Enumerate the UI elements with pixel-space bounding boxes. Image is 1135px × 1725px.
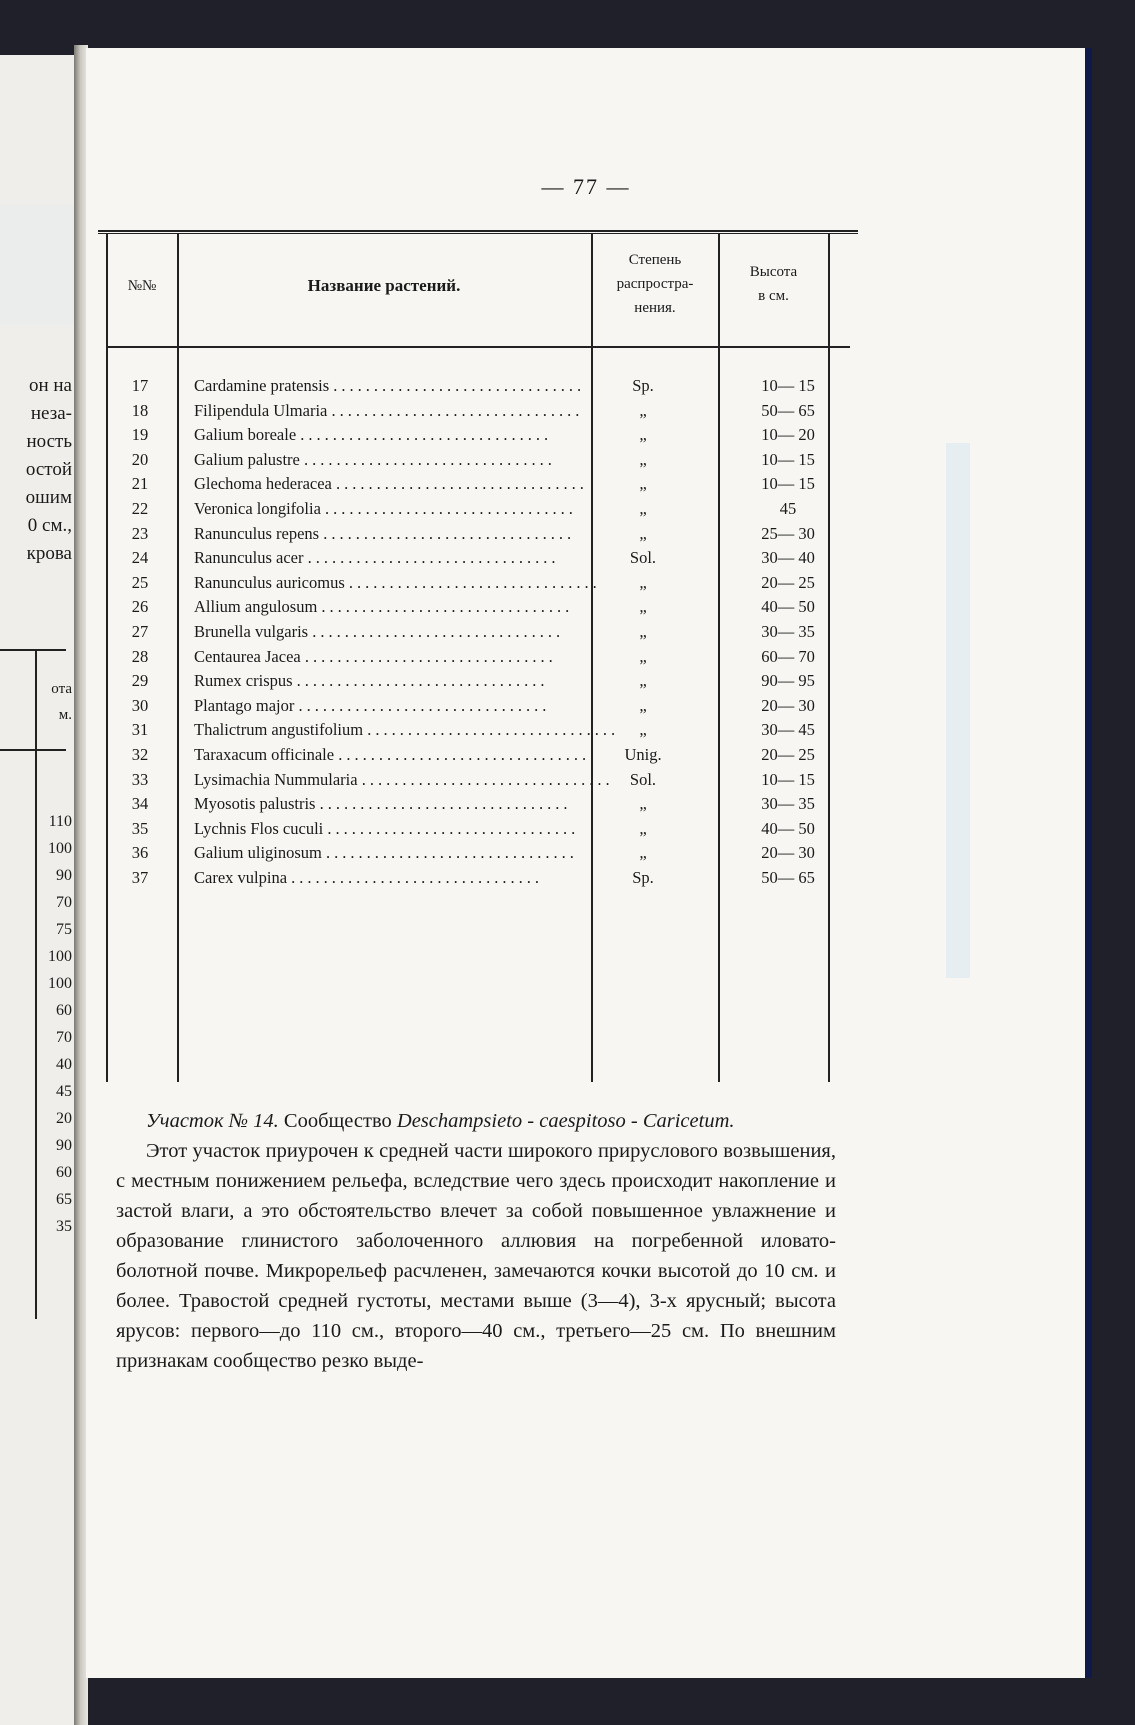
prev-table-rule	[0, 649, 66, 651]
plant-height: 60— 70	[761, 646, 815, 666]
abundance: „	[639, 449, 647, 469]
plant-height: 10— 15	[761, 769, 815, 789]
plant-height: 50— 65	[761, 400, 815, 420]
bleed-through	[0, 205, 80, 325]
abundance: „	[639, 671, 647, 691]
table-row	[98, 618, 858, 645]
previous-page-edge	[0, 55, 80, 1725]
prev-number: 45	[56, 1083, 72, 1100]
prev-number: 70	[56, 894, 72, 911]
row-number: 18	[131, 400, 149, 420]
table-row	[98, 667, 858, 694]
plant-height: 40— 50	[761, 597, 815, 617]
prev-text-line: ность	[26, 431, 72, 452]
table-row	[98, 839, 858, 866]
prev-number: 60	[56, 1164, 72, 1181]
table-row	[98, 643, 858, 670]
plant-name: Carex vulpina ...............................	[194, 868, 544, 887]
plant-name: Plantago major ...............................	[194, 695, 551, 715]
prev-number: 70	[56, 1029, 72, 1046]
section-heading: Участок № 14. Сообщество Deschampsieto - caespitoso - Caricetum.	[146, 1110, 735, 1132]
abundance: „	[639, 523, 647, 543]
table-row	[98, 372, 858, 399]
table-row	[98, 864, 858, 891]
row-number: 30	[131, 695, 149, 715]
book-page	[86, 48, 1085, 1678]
body-text	[116, 1106, 836, 1376]
row-number: 36	[131, 843, 149, 863]
plant-name: Galium boreale ...............................	[194, 425, 553, 445]
prev-table-head: ота	[51, 681, 72, 697]
prev-number: 90	[56, 1137, 72, 1154]
table-row	[98, 593, 858, 620]
header-plant-name: Название растений.	[307, 276, 461, 295]
row-number: 34	[131, 794, 149, 814]
plant-name: Ranunculus acer ...............................	[194, 548, 560, 568]
prev-text-line: неза-	[30, 403, 72, 424]
page-number: — 77 —	[541, 174, 631, 199]
abundance: „	[639, 646, 647, 666]
prev-table-head: м.	[58, 707, 72, 723]
abundance: „	[639, 572, 647, 592]
table-row	[98, 741, 858, 768]
plant-height: 20— 25	[761, 745, 815, 764]
prev-number: 40	[56, 1056, 72, 1073]
plant-name: Filipendula Ulmaria ...............................	[194, 400, 584, 420]
table-row	[98, 692, 858, 719]
plant-height: 30— 40	[761, 548, 815, 568]
row-number: 21	[131, 474, 149, 494]
prev-table-rule	[0, 749, 66, 751]
abundance: „	[639, 622, 647, 641]
plant-name: Ranunculus repens ...............................	[194, 523, 576, 543]
abundance: „	[639, 695, 647, 715]
plant-name: Allium angulosum ...............................	[194, 597, 574, 617]
row-number: 37	[131, 868, 149, 887]
prev-number: 100	[48, 975, 72, 992]
table-row	[98, 790, 858, 817]
prev-text-line: 0 см.,	[27, 515, 72, 536]
header-height: Высота в см.	[749, 264, 798, 304]
abundance: Unig.	[624, 745, 662, 764]
row-number: 24	[131, 548, 149, 568]
row-number: 28	[131, 646, 149, 666]
paragraph: Этот участок приурочен к средней части широкого прируслового возвышения, с местным понижением рельефа, вследствие чего здесь происходит накопление и застой влаги, а это обстоятельство влечет за собой повышенное увлажнение и образование глинистого заболоченного аллювия на погребенной иловато-болотной почве. Микрорельеф расчленен, замечаются кочки высотой до 10 см. и более. Травостой средней густоты, местами выше (3—4), 3-х ярусный; высота ярусов: первого—до 110 см., второго—40 см., третьего—25 см. По внешним признакам сообщество резко выде-	[116, 1140, 836, 1372]
prev-number: 35	[56, 1218, 72, 1235]
plant-height: 10— 15	[761, 474, 815, 494]
plant-name: Lychnis Flos cuculi ...............................	[194, 818, 580, 838]
prev-number: 20	[56, 1110, 72, 1127]
plant-name: Glechoma hederacea ...............................	[194, 474, 588, 494]
plant-name: Myosotis palustris ...............................	[194, 794, 572, 814]
row-number: 35	[131, 818, 149, 838]
prev-number: 75	[56, 921, 72, 938]
table-row	[98, 520, 858, 547]
row-number: 32	[131, 745, 149, 764]
plant-name: Taraxacum officinale ...............................	[194, 745, 591, 764]
plant-height: 40— 50	[761, 818, 815, 838]
abundance: Sol.	[629, 548, 657, 568]
plant-height: 10— 15	[761, 449, 815, 469]
scan-border	[1085, 48, 1092, 1678]
header-abundance: Степень распростра- нения.	[616, 252, 694, 316]
abundance: Sp.	[632, 868, 654, 887]
plant-height: 20— 30	[761, 695, 815, 715]
row-number: 31	[131, 720, 149, 740]
abundance: „	[639, 474, 647, 494]
prev-number: 100	[48, 840, 72, 857]
prev-number: 90	[56, 867, 72, 884]
table-row	[98, 544, 858, 571]
bleed-through	[946, 443, 970, 978]
prev-number: 100	[48, 948, 72, 965]
prev-number: 65	[56, 1191, 72, 1208]
species-table	[98, 230, 858, 1082]
row-number: 23	[131, 523, 149, 543]
row-number: 25	[131, 572, 149, 592]
plant-height: 30— 45	[761, 720, 815, 740]
table-row	[98, 421, 858, 448]
table-row	[98, 815, 858, 842]
abundance: „	[639, 720, 647, 740]
abundance: „	[639, 843, 647, 863]
plant-height: 20— 30	[761, 843, 815, 863]
row-number: 33	[131, 769, 149, 789]
plant-name: Galium uliginosum ...............................	[194, 843, 578, 863]
plant-name: Centaurea Jacea ...............................	[194, 646, 557, 666]
plant-height: 45	[779, 499, 797, 518]
abundance: „	[639, 597, 647, 617]
header-number: №№	[127, 278, 157, 294]
prev-text-line: ошим	[25, 487, 72, 508]
table-header-rule	[106, 346, 850, 348]
plant-height: 90— 95	[761, 671, 815, 691]
abundance: „	[639, 818, 647, 838]
table-row	[98, 495, 858, 522]
abundance: „	[639, 794, 647, 814]
abundance: Sol.	[629, 769, 657, 789]
plant-name: Lysimachia Nummularia ...............................	[194, 769, 614, 789]
plant-name: Cardamine pratensis ...............................	[194, 376, 586, 395]
table-top-rule	[98, 230, 858, 234]
row-number: 22	[131, 499, 149, 518]
plant-name: Ranunculus auricomus ...............................	[194, 572, 601, 592]
row-number: 27	[131, 622, 149, 641]
prev-number: 110	[48, 813, 72, 830]
row-number: 17	[131, 376, 149, 395]
table-row	[98, 397, 858, 424]
prev-text-line: остой	[25, 459, 72, 480]
table-row	[98, 446, 858, 473]
plant-height: 20— 25	[761, 572, 815, 592]
abundance: „	[639, 499, 647, 518]
plant-name: Rumex crispus ...............................	[194, 671, 549, 691]
prev-table-column-rule	[35, 649, 37, 1319]
row-number: 26	[131, 597, 149, 617]
row-number: 19	[131, 425, 149, 445]
table-row	[98, 470, 858, 497]
plant-name: Brunella vulgaris ...............................	[194, 622, 565, 641]
plant-height: 10— 20	[761, 425, 815, 445]
plant-name: Veronica longifolia ...............................	[194, 499, 577, 518]
abundance: Sp.	[632, 376, 654, 395]
abundance: „	[639, 400, 647, 420]
prev-text-line: он на	[28, 375, 72, 396]
row-number: 29	[131, 671, 149, 691]
abundance: „	[639, 425, 647, 445]
plant-height: 30— 35	[761, 794, 815, 814]
plant-height: 10— 15	[761, 376, 815, 395]
prev-number: 60	[56, 1002, 72, 1019]
plant-height: 25— 30	[761, 523, 815, 543]
prev-text-line: крова	[26, 543, 72, 564]
table-row	[98, 716, 858, 743]
table-row	[98, 766, 858, 793]
plant-height: 50— 65	[761, 868, 815, 887]
plant-height: 30— 35	[761, 622, 815, 641]
plant-name: Galium palustre ...............................	[194, 449, 556, 469]
row-number: 20	[131, 449, 149, 469]
table-row	[98, 569, 858, 596]
plant-name: Thalictrum angustifolium ...............................	[194, 720, 620, 740]
